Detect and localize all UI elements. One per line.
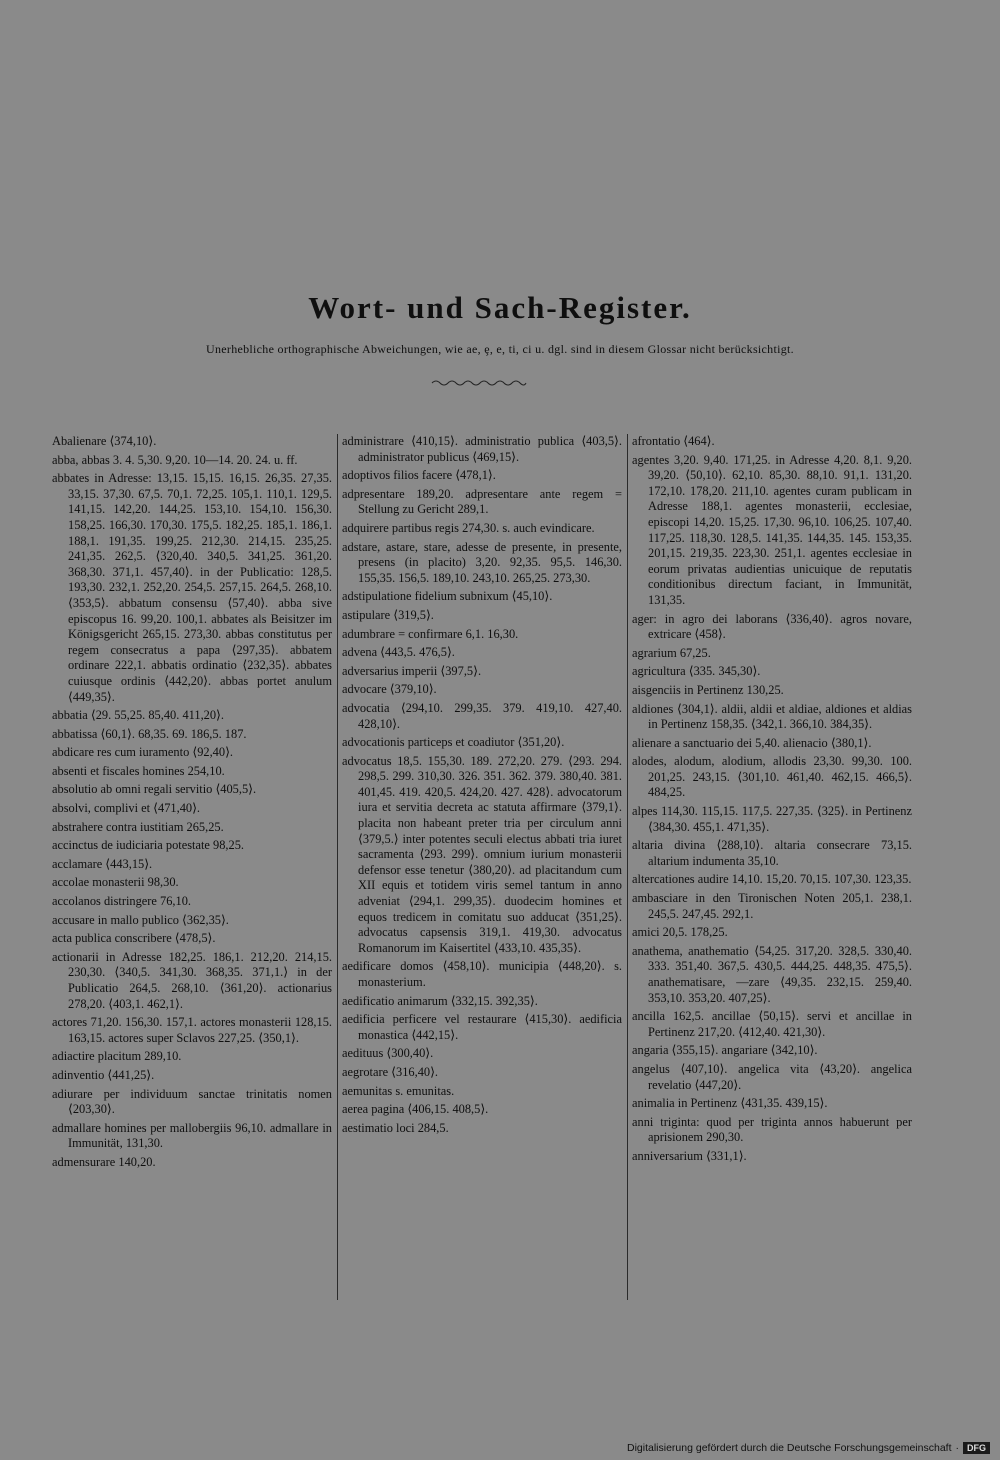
register-entry: aestimatio loci 284,5.: [342, 1120, 449, 1135]
register-entry: actores 71,20. 156,30. 157,1. actores monasterii 128,15. 163,15. actores super Sclavos 227,25. ⟨350,1⟩.: [52, 1015, 332, 1045]
register-entry: agentes 3,20. 9,40. 171,25. in Adresse 4,20. 8,1. 9,20. 39,20. ⟨50,10⟩. 62,10. 85,30. 88,10. 91,1. 131,20. 172,10. 178,20. 211,10. agentes curam publicam in Adresse 188,1. agentes monasterii, ecclesiae, episcopi 14,20. 15,25. 17,30. 96,10. 106,25. 107,40. 117,25. 118,30. 128,5. 141,35. 144,35. 145. 153,35. 201,15. 219,35. 223,30. 251,1. agentes ecclesiae in eorum privatas audientias unicuique de reputatis conditionibus directum faciant, in Immunität, 131,35.: [632, 452, 912, 607]
register-entry: aedificia perficere vel restaurare ⟨415,30⟩. aedificia monastica ⟨442,15⟩.: [342, 1012, 622, 1042]
register-entry: alienare a sanctuario dei 5,40. alienacio ⟨380,1⟩.: [632, 735, 872, 750]
register-entry: absenti et fiscales homines 254,10.: [52, 763, 225, 778]
register-entry: abstrahere contra iustitiam 265,25.: [52, 819, 224, 834]
register-entry: aisgenciis in Pertinenz 130,25.: [632, 682, 784, 697]
register-entry: advocationis particeps et coadiutor ⟨351,20⟩.: [342, 735, 565, 750]
register-entry: adumbrare = confirmare 6,1. 16,30.: [342, 626, 519, 641]
footer-credit-text: Digitalisierung gefördert durch die Deutsche Forschungsgemeinschaft: [626, 1442, 952, 1454]
register-entry: acta publica conscribere ⟨478,5⟩.: [52, 931, 216, 946]
register-entry: aedificatio animarum ⟨332,15. 392,35⟩.: [342, 993, 538, 1008]
register-entry: aemunitas s. emunitas.: [342, 1083, 455, 1098]
page-title: Wort- und Sach-Register.: [308, 290, 692, 325]
register-entry: aegrotare ⟨316,40⟩.: [342, 1064, 439, 1079]
register-entry: adpresentare 189,20. adpresentare ante regem = Stellung zu Gericht 289,1.: [342, 486, 622, 517]
register-entry: ager: in agro dei laborans ⟨336,40⟩. agros novare, extricare ⟨458⟩.: [632, 611, 912, 642]
ornament-divider: [430, 378, 528, 388]
register-entry: agricultura ⟨335. 345,30⟩.: [632, 664, 761, 679]
register-entry: abbatissa ⟨60,1⟩. 68,35. 69. 186,5. 187.: [52, 726, 247, 741]
register-entry: absolutio ab omni regali servitio ⟨405,5⟩.: [52, 782, 257, 797]
register-entry: alpes 114,30. 115,15. 117,5. 227,35. ⟨325⟩. in Pertinenz ⟨384,30. 455,1. 471,35⟩.: [632, 804, 912, 834]
column-rule: [627, 434, 628, 1300]
register-entry: abdicare res cum iuramento ⟨92,40⟩.: [52, 745, 234, 760]
column-rule: [337, 434, 338, 1300]
register-entry: administrare ⟨410,15⟩. administratio publica ⟨403,5⟩. administrator publicus ⟨469,15⟩.: [342, 434, 622, 464]
register-entry: actionarii in Adresse 182,25. 186,1. 212,20. 214,15. 230,30. ⟨340,5. 341,30. 368,35. 371,1.⟩ in der Publicatio 264,5. 268,10. ⟨361,20⟩. actionarius 278,20. ⟨403,1. 462,1⟩.: [52, 949, 332, 1011]
register-entry: accinctus de iudiciaria potestate 98,25.: [52, 838, 244, 853]
register-entry: accusare in mallo publico ⟨362,35⟩.: [52, 912, 229, 927]
register-entry: abbates in Adresse: 13,15. 15,15. 16,15. 26,35. 27,35. 33,15. 37,30. 67,5. 70,1. 72,25. 105,1. 110,1. 129,5. 141,15. 142,20. 144,25. 153,10. 154,10. 156,30. 158,25. 166,30. 170,30. 175,5. 182,25. 185,1. 186,1. 188,1. 191,35. 199,25. 212,30. 214,15. 235,25. 241,35. 262,5. ⟨320,40. 340,5. 341,25. 361,20. 368,30. 371,1. 457,40⟩. in der Publicatio: 128,5. 193,30. 232,1. 252,20. 254,5. 257,15. 264,5. 268,10. ⟨353,5⟩. abbatum consensu ⟨57,40⟩. abba sive episcopus 16. 99,20. 100,1. abbates als Beisitzer im Königsgericht 265,15. 273,30. abbas constitutus per regem consecratus a papa ⟨297,35⟩. abbatem ordinare 222,1. abbatis ordinatio ⟨232,35⟩. abbates cuiusque ordinis ⟨442,20⟩. abbas portet anulum ⟨449,35⟩.: [52, 471, 332, 704]
register-column-3: [632, 434, 912, 1300]
register-entry: adstare, astare, stare, adesse de presente, in presente, presens (in placito) 3,20. 92,35. 95,5. 146,30. 155,35. 156,5. 189,10. 243,10. 265,25. 273,30.: [342, 539, 622, 585]
footer: Digitalisierung gefördert durch die Deutsche Forschungsgemeinschaft · DFG: [627, 1442, 990, 1454]
register-entry: agrarium 67,25.: [632, 645, 711, 660]
register-entry: adiurare per individuum sanctae trinitatis nomen ⟨203,30⟩.: [52, 1086, 332, 1117]
register-entry: amici 20,5. 178,25.: [632, 925, 728, 940]
register-entry: angaria ⟨355,15⟩. angariare ⟨342,10⟩.: [632, 1043, 818, 1058]
register-entry: alodes, alodum, alodium, allodis 23,30. 99,30. 100. 201,25. 243,15. ⟨301,10. 461,40. 462,15. 466,5⟩. 484,25.: [632, 754, 912, 800]
register-entry: aedificare domos ⟨458,10⟩. municipia ⟨448,20⟩. s. monasterium.: [342, 959, 622, 989]
register-entry: angelus ⟨407,10⟩. angelica vita ⟨43,20⟩. angelica revelatio ⟨447,20⟩.: [632, 1061, 912, 1092]
register-entry: adoptivos filios facere ⟨478,1⟩.: [342, 468, 496, 483]
register-entry: accolanos distringere 76,10.: [52, 894, 192, 909]
register-column-1: [52, 434, 332, 1300]
register-entry: adstipulatione fidelium subnixum ⟨45,10⟩.: [342, 589, 553, 604]
register-entry: admallare homines per mallobergiis 96,10. admallare in Immunität, 131,30.: [52, 1120, 332, 1151]
register-entry: advena ⟨443,5. 476,5⟩.: [342, 645, 455, 660]
register-entry: altaria divina ⟨288,10⟩. altaria consecrare 73,15. altarium indumenta 35,10.: [632, 838, 912, 868]
register-entry: adiactire placitum 289,10.: [52, 1049, 182, 1064]
register-column-2: [342, 434, 622, 1300]
register-entry: absolvi, complivi et ⟨471,40⟩.: [52, 801, 201, 816]
register-entry: anni triginta: quod per triginta annos habuerunt per aprisionem 290,30.: [632, 1114, 912, 1145]
register-entry: advocatia ⟨294,10. 299,35. 379. 419,10. 427,40. 428,10⟩.: [342, 700, 622, 731]
register-entry: advocare ⟨379,10⟩.: [342, 682, 437, 697]
register-entry: anathema, anathematio ⟨54,25. 317,20. 328,5. 330,40. 333. 351,40. 367,5. 430,5. 444,25. 448,35. 475,5⟩. anathematisare, —zare ⟨49,35. 232,15. 259,40. 353,10. 353,20. 407,25⟩.: [632, 943, 912, 1005]
register-entry: ancilla 162,5. ancillae ⟨50,15⟩. servi et ancillae in Pertinenz 217,20. ⟨412,40. 421,30⟩.: [632, 1009, 912, 1039]
register-entry: anniversarium ⟨331,1⟩.: [632, 1148, 747, 1163]
register-entry: abbatia ⟨29. 55,25. 85,40. 411,20⟩.: [52, 708, 224, 723]
register-entry: advocatus 18,5. 155,30. 189. 272,20. 279. ⟨293. 294. 298,5. 299. 310,30. 326. 351. 362. 379. 380,40. 381. 401,45. 419. 420,5. 424,20. 427. 428⟩. advocatorum iura et servitia decreta ac statuta affirmare ⟨379,1⟩. placita non habeant preter tria per circulum anni ⟨379,5.⟩ inter potentes seculi electus abbati tria iuret sacramenta ⟨293. 299⟩. omnium iurium monasterii defensor esse tenetur ⟨380,20⟩. ad placitandum cum XII equis et totidem viris semel tantum in anno adveniat ⟨294,1. 299,35⟩. duodecim homines et equos tredicem in comitatu suo adducat ⟨351,25⟩. advocatus capsensis 319,1. 419,30. advocatus Romanorum im Kaisertitel ⟨433,10. 435,35⟩.: [342, 753, 622, 955]
register-entry: aedituus ⟨300,40⟩.: [342, 1046, 434, 1061]
register-entry: afrontatio ⟨464⟩.: [632, 434, 715, 448]
register-entry: acclamare ⟨443,15⟩.: [52, 856, 153, 871]
register-entry: aldiones ⟨304,1⟩. aldii, aldii et aldiae, aldiones et aldias in Pertinenz 158,35. ⟨342,1. 366,10. 384,35⟩.: [632, 701, 912, 732]
register-entry: adquirere partibus regis 274,30. s. auch evindicare.: [342, 520, 595, 535]
register-entry: adinventio ⟨441,25⟩.: [52, 1067, 155, 1082]
register-entry: astipulare ⟨319,5⟩.: [342, 607, 434, 622]
register-entry: Abalienare ⟨374,10⟩.: [52, 434, 157, 448]
register-entry: animalia in Pertinenz ⟨431,35. 439,15⟩.: [632, 1096, 828, 1111]
register-entry: altercationes audire 14,10. 15,20. 70,15. 107,30. 123,35.: [632, 872, 912, 887]
register-entry: accolae monasterii 98,30.: [52, 875, 179, 890]
register-entry: abba, abbas 3. 4. 5,30. 9,20. 10—14. 20. 24. u. ff.: [52, 452, 298, 467]
register-entry: ambasciare in den Tironischen Noten 205,1. 238,1. 245,5. 247,45. 292,1.: [632, 891, 912, 921]
register-entry: aerea pagina ⟨406,15. 408,5⟩.: [342, 1102, 489, 1117]
register-entry: admensurare 140,20.: [52, 1154, 156, 1169]
page-subtitle: Unerhebliche orthographische Abweichungen, wie ae, ȩ, e, ti, ci u. dgl. sind in diesem Glossar nicht berücksichtigt.: [206, 342, 794, 356]
dfg-logo: DFG: [963, 1442, 990, 1454]
register-entry: adversarius imperii ⟨397,5⟩.: [342, 663, 482, 678]
